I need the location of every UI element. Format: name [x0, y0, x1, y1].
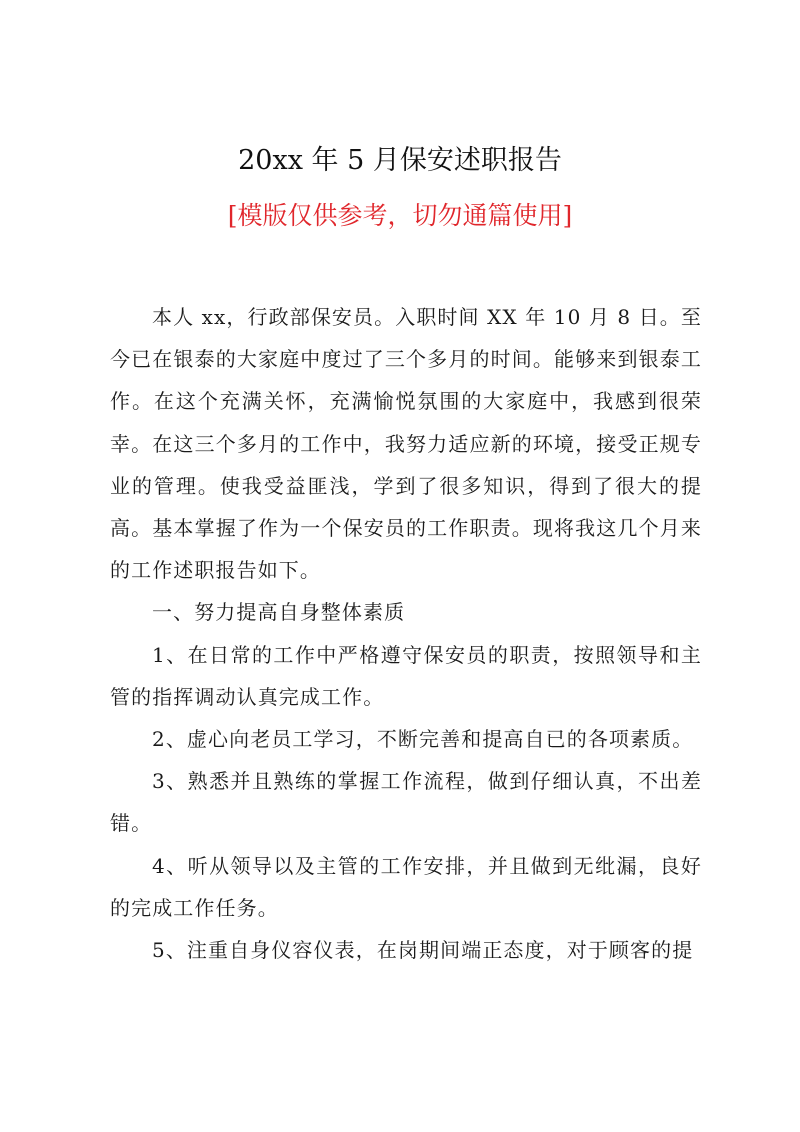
section-heading: 一、努力提高自身整体素质	[152, 600, 406, 625]
list-item: 4、听从领导以及主管的工作安排，并且做到无纰漏，良好的完成工作任务。	[110, 853, 702, 920]
template-notice: [模版仅供参考，切勿通篇使用]	[227, 201, 573, 230]
list-item: 5、注重自身仪容仪表，在岗期间端正态度，对于顾客的提	[152, 938, 694, 963]
list-item: 3、熟悉并且熟练的掌握工作流程，做到仔细认真，不出差错。	[110, 769, 702, 836]
document-title: 20xx 年 5 月保安述职报告	[238, 145, 562, 176]
paragraph-intro: 本人 xx，行政部保安员。入职时间 XX 年 10 月 8 日。至今已在银泰的大家庭中度过了三个多月的时间。能够来到银泰工作。在这个充满关怀，充满愉悦氛围的大家庭中，我感到很荣幸。在这三个多月的工作中，我努力适应新的环境，接受正规专业的管理。使我受益匪浅，学到了很多知识，得到了很大的提高。基本掌握了作为一个保安员的工作职责。现将我这几个月来的工作述职报告如下。	[110, 305, 703, 583]
list-item: 2、虚心向老员工学习，不断完善和提高自已的各项素质。	[152, 727, 694, 752]
list-item: 1、在日常的工作中严格遵守保安员的职责，按照领导和主管的指挥调动认真完成工作。	[110, 642, 702, 709]
document-body	[110, 296, 702, 971]
